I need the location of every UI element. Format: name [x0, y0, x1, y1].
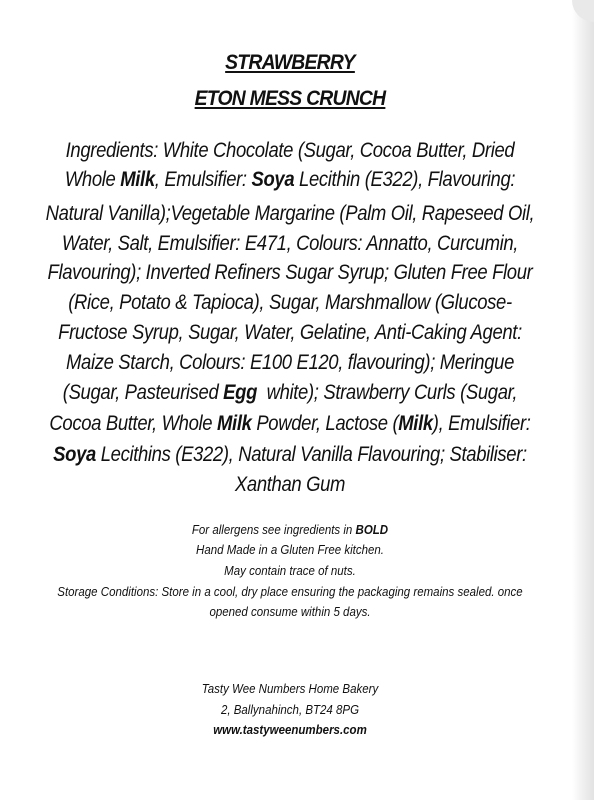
- ingredients-line: (Sugar, Pasteurised Egg white); Strawberry Curls (Sugar,: [62, 381, 518, 404]
- product-title-line2: ETON MESS CRUNCH: [194, 87, 386, 110]
- product-title-line1: STRAWBERRY: [225, 51, 355, 74]
- business-name: Tasty Wee Numbers Home Bakery: [201, 682, 379, 696]
- allergen-milk: Milk: [217, 412, 252, 435]
- ingredients-line: Flavouring); Inverted Refiners Sugar Syrup; Gluten Free Flour: [47, 261, 533, 284]
- storage-conditions-line1: Storage Conditions: Store in a cool, dry place ensuring the packaging remains sealed. once: [57, 585, 523, 599]
- allergen-milk: Milk: [398, 412, 433, 435]
- business-address: 2, Ballynahinch, BT24 8PG: [220, 703, 360, 717]
- ingredients-line: Fructose Syrup, Sugar, Water, Gelatine, Anti-Caking Agent:: [58, 321, 522, 344]
- allergen-soya: Soya: [251, 168, 295, 191]
- storage-conditions-line2: opened consume within 5 days.: [209, 605, 371, 619]
- ingredients-line: Maize Starch, Colours: E100 E120, flavouring); Meringue: [65, 351, 515, 374]
- ingredients-line: Water, Salt, Emulsifier: E471, Colours: Annatto, Curcumin,: [61, 232, 519, 255]
- ingredients-line: Soya Lecithins (E322), Natural Vanilla Flavouring; Stabiliser:: [53, 443, 527, 466]
- nuts-warning: May contain trace of nuts.: [224, 564, 356, 578]
- allergen-milk: Milk: [120, 168, 155, 191]
- ingredients-line: Ingredients: White Chocolate (Sugar, Cocoa Butter, Dried: [65, 139, 515, 162]
- ingredients-line: (Rice, Potato & Tapioca), Sugar, Marshmallow (Glucose-: [68, 291, 512, 314]
- allergen-egg: Egg: [223, 381, 258, 404]
- ingredients-line: Cocoa Butter, Whole Milk Powder, Lactose (Milk), Emulsifier:: [49, 412, 531, 435]
- allergen-soya: Soya: [53, 443, 96, 466]
- website-link[interactable]: www.tastyweenumbers.com: [213, 723, 367, 737]
- ingredients-line: Natural Vanilla);Vegetable Margarine (Palm Oil, Rapeseed Oil,: [45, 202, 535, 225]
- gluten-free-note: Hand Made in a Gluten Free kitchen.: [196, 543, 384, 557]
- ingredients-line: Xanthan Gum: [234, 473, 346, 496]
- allergen-note: For allergens see ingredients in BOLD: [191, 523, 389, 537]
- ingredients-line: Whole Milk, Emulsifier: Soya Lecithin (E322), Flavouring:: [64, 168, 516, 191]
